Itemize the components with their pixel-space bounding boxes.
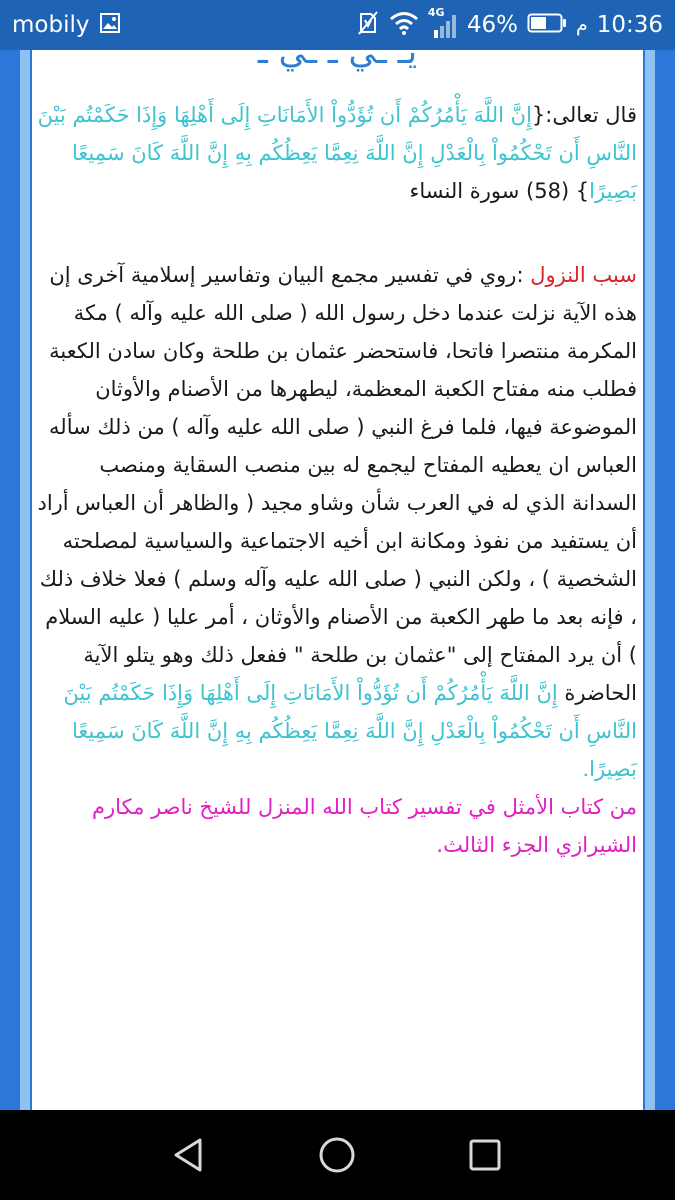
paragraph-spacer [36, 210, 637, 248]
am-pm-indicator: م [575, 14, 588, 36]
revelation-body: :روي في تفسير مجمع البيان وتفاسير إسلامية آخرى إن هذه الآية نزلت عندما دخل رسول الله ( صلى الله عليه وآله ) مكة المكرمة منتصرا فاتحا، فاستحضر عثمان بن طلحة وكان سادن الكعبة فطلب منه مفتاح الكعبة المعظمة، ليطهرها من الأصنام والأوثان الموضوعة فيها، فلما فرغ النبي ( صلى الله عليه وآله ) من ذلك سأله العباس ان يعطيه المفتاح ليجمع له بين منصب السقاية ومنصب السدانة الذي له في العرب شأن وشاو مجيد ( والظاهر أن العباس أراد أن يستفيد من نفوذ ومكانة ابن أخيه الاجتماعية والسياسية لمصلحته الشخصية ) ، ولكن النبي ( صلى الله عليه وآله وسلم ) فعلا خلاف ذلك ، فإنه بعد ما طهر الكعبة من الأصنام والأوثان ، أمر عليا ( عليه السلام ) أن يرد المفتاح إلى "عثمان بن طلحة " ففعل ذلك وهو يتلو الآية الحاضرة [37, 263, 637, 705]
status-bar [0, 0, 675, 50]
navigation-bar [0, 1110, 675, 1200]
verse-intro: قال تعالى:{ [531, 103, 637, 127]
article-text [32, 96, 643, 864]
article-content[interactable] [32, 50, 643, 1110]
battery-percent: 46% [466, 12, 518, 38]
frame-inner-right-border [645, 50, 655, 1110]
status-bar-right [356, 8, 663, 42]
status-bar-left [12, 8, 121, 42]
nfc-icon [356, 10, 380, 40]
carrier-name: mobily [12, 12, 90, 38]
paragraph-spacer [36, 248, 637, 256]
source-citation: من كتاب الأمثل في تفسير كتاب الله المنزل للشيخ ناصر مكارم الشيرازي الجزء الثالث. [92, 795, 637, 857]
quran-verse-repeat: إِنَّ اللَّهَ يَأْمُرُكُمْ أَن تُؤَدُّواْ الأَمَانَاتِ إِلَى أَهْلِهَا وَإِذَا حَكَمْتُم بَيْنَ النَّاسِ أَن تَحْكُمُواْ بِالْعَدْلِ إِنَّ اللَّهَ نِعِمَّا يَعِظُكُم بِهِ إِنَّ اللَّهَ كَانَ سَمِيعًا بَصِيرًا. [63, 681, 637, 781]
image-icon [99, 12, 121, 38]
network-type-label: 4G [427, 6, 445, 19]
clock: 10:36 [596, 12, 663, 38]
cellular-signal-icon [427, 6, 458, 40]
revelation-paragraph [36, 256, 637, 788]
frame-inner-left-border [20, 50, 30, 1110]
back-triangle-icon[interactable] [166, 1132, 212, 1178]
verse-reference: } (58) سورة النساء [409, 179, 590, 203]
revelation-label: سبب النزول [530, 263, 637, 287]
quran-verse: إِنَّ اللَّهَ يَأْمُرُكُمْ أَن تُؤَدُّواْ الأَمَانَاتِ إِلَى أَهْلِهَا وَإِذَا حَكَمْتُم بَيْنَ النَّاسِ أَن تَحْكُمُواْ بِالْعَدْلِ إِنَّ اللَّهَ نِعِمَّا يَعِظُكُم بِهِ إِنَّ اللَّهَ كَانَ سَمِيعًا بَصِيرًا [37, 103, 637, 203]
battery-icon [527, 12, 567, 38]
verse-paragraph [36, 96, 637, 210]
home-circle-icon[interactable] [314, 1132, 360, 1178]
partial-heading: يـ ـي ـ ـي ـ [257, 50, 418, 72]
recents-square-icon[interactable] [462, 1132, 508, 1178]
wifi-icon [389, 11, 419, 39]
